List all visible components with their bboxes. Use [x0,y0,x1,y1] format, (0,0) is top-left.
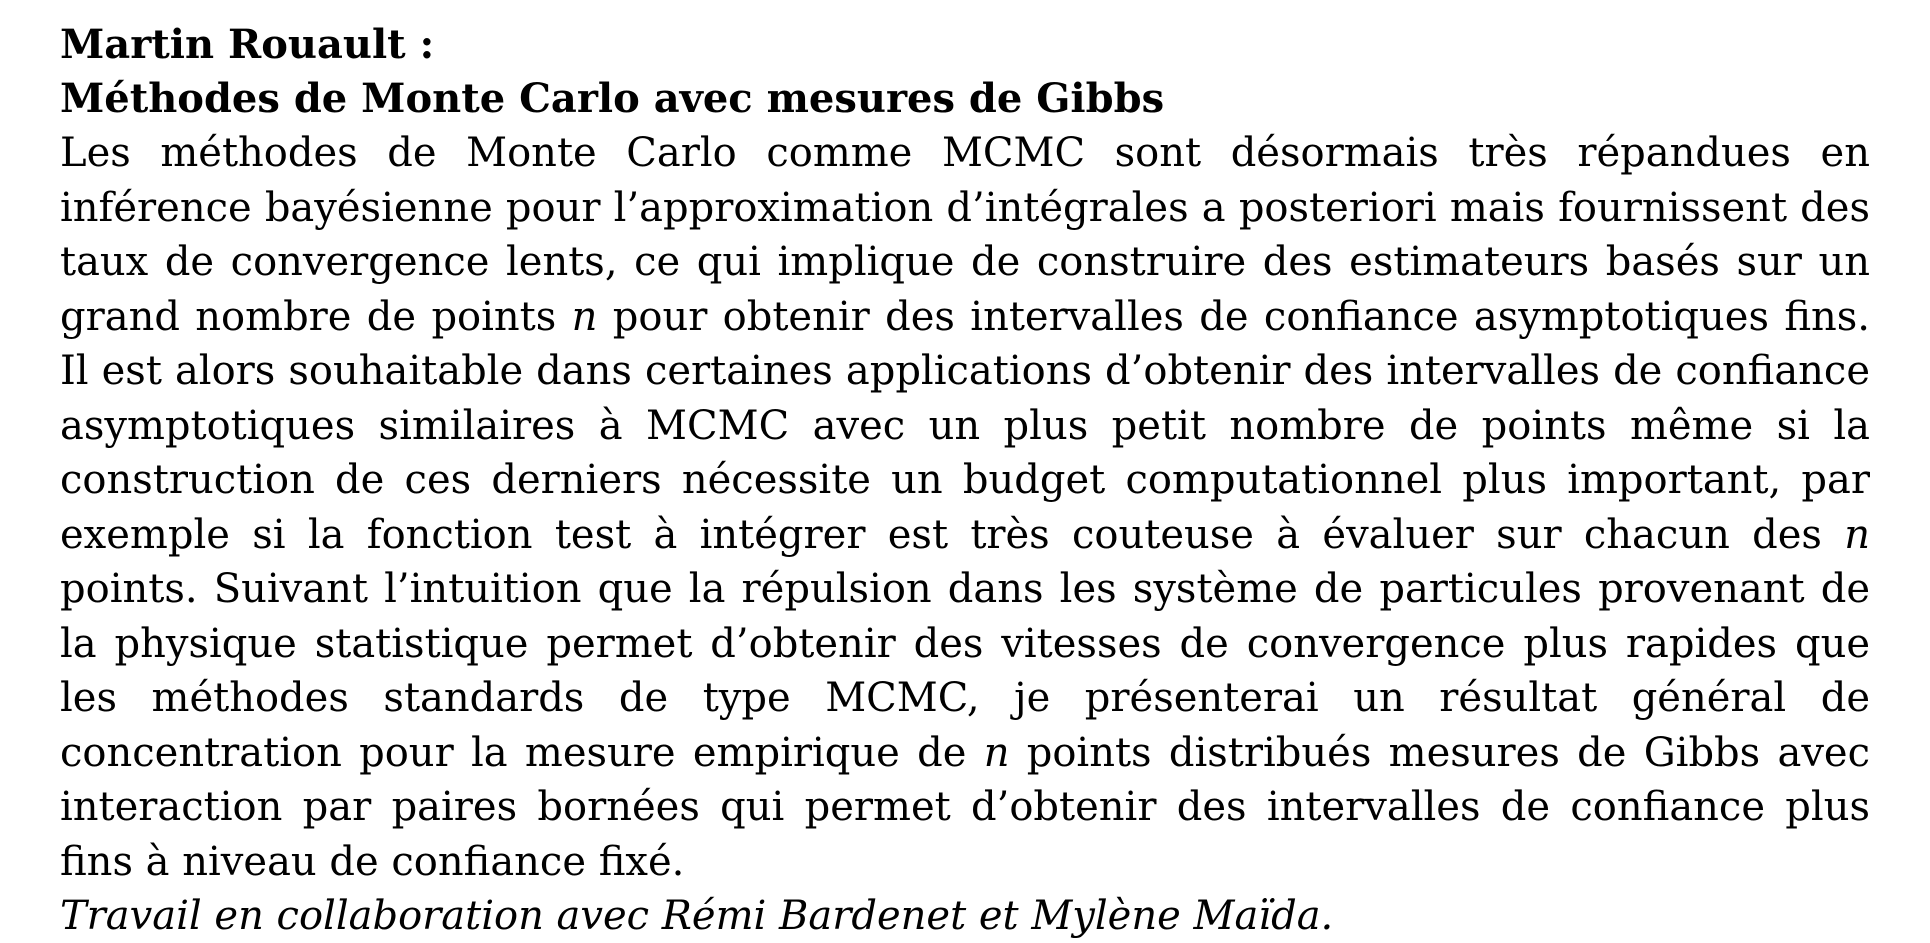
talk-title: Méthodes de Monte Carlo avec mesures de Gibbs [60,75,1165,122]
abstract-block [60,18,1870,943]
math-variable-n: n [983,729,1010,776]
abstract-text-2: pour obtenir des intervalles de confiance asymptotiques fins. Il est alors souhaitable dans certaines applications d’obtenir des intervalles de confiance asymptotiques similaires à MCMC avec un plus petit nombre de points même si la construction de ces derniers nécessite un budget computationnel plus important, par exemple si la fonction test à intégrer est très couteuse à évaluer sur chacun des [60,293,1871,558]
collaboration-note: Travail en collaboration avec Rémi Bardenet et Mylène Maïda. [60,893,1334,939]
math-variable-n: n [1844,511,1870,558]
abstract-paragraph [60,126,1870,889]
math-variable-n: n [571,293,598,340]
abstract-text-3: points. Suivant l’intuition que la répulsion dans les système de particules provenant de la physique statistique permet d’obtenir des vitesses de convergence plus rapides que les méthodes standards de type MCMC, je présenterai un résultat général de concentration pour la mesure empirique de [60,566,1870,776]
abstract-text-1: Les méthodes de Monte Carlo comme MCMC sont désormais très répandues en inférence bayésienne pour l’approximation d’intégrales a posteriori mais fournissent des taux de convergence lents, ce qui implique de construire des estimateurs basés sur un grand nombre de points [60,130,1870,340]
abstract-text-4: points distribués mesures de Gibbs avec interaction par paires bornées qui permet d’obtenir des intervalles de confiance plus fins à niveau de confiance fixé. [60,729,1870,885]
speaker-name: Martin Rouault : [60,21,435,68]
